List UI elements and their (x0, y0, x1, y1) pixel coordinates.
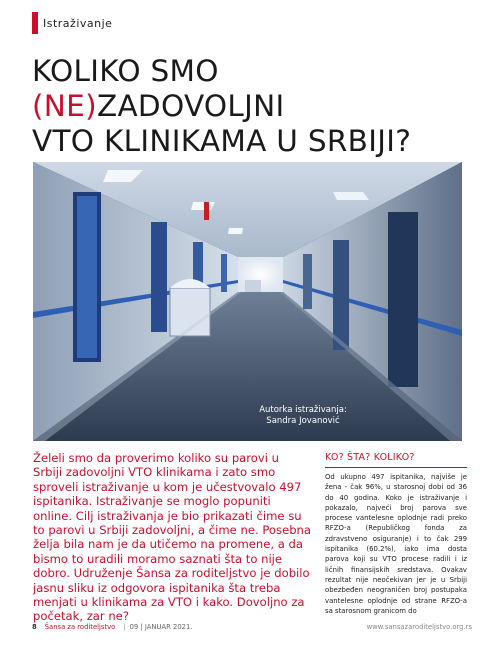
photo-credit-line-1: Autorka istraživanja: (259, 405, 347, 415)
sidebar-title: KO? ŠTA? KOLIKO? (325, 452, 467, 468)
headline-line-3: VTO KLINIKAMA U SRBIJI? (32, 124, 412, 158)
hospital-corridor-photo (33, 162, 462, 441)
intro-paragraph: Želeli smo da proverimo koliko su parovi u Srbiji zadovoljni VTO klinikama i zato smo sproveli istraživanje u kom je učestvovalo 497 ispitanika. Istraživanje se moglo popuniti online. Cilj istraživanja je bio prikazati čime su to parovi u Srbiji zadovoljni, a čime ne. Posebna želja bila nam je da utičemo na promene, a da bismo to uradili moramo saznati šta to nije dobro. Udruženje Šansa za roditeljstvo je dobilo jasnu sliku iz odgovora ispitanika šta treba menjati u klinikama za VTO i kako. Dovoljno za početak, zar ne? (33, 451, 312, 624)
page-number: 8 (32, 623, 37, 631)
photo-credit-line-2: Sandra Jovanović (266, 416, 340, 426)
headline-line-2-rest: ZADOVOLJNI (96, 89, 285, 123)
footer-separator: | (123, 623, 126, 631)
section-tag (32, 12, 112, 34)
headline-line-2 (32, 89, 472, 124)
issue-label: 09 | JANUAR 2021. (129, 623, 193, 631)
section-accent-bar (32, 12, 38, 34)
corridor-illustration (33, 162, 462, 441)
sidebar-box (325, 452, 467, 616)
sidebar-body: Od ukupno 497 ispitanika, najviše je žena - čak 96%, u starosnoj dobi od 36 do 40 godina. Koko je istraživanje i pokazalo, najveći broj parova sve procese vantelesne oplodnje radi preko RFZO-a (Republičkog fonda za zdravstveno osiguranje) i to čak 299 ispitanika (60.2%), iako ima dosta parova koji su VTO procese radili i iz ličnih finansijskih sredstava. Ovakav rezultat nije neočekivan jer je u Srbiji obezbeđen neograničen broj postupaka vantelesne oplodnje od strane RFZO-a sa starosnom granicom do (325, 473, 467, 615)
website-link[interactable]: www.sansazaroditeljstvo.org.rs (366, 623, 472, 631)
section-label: Istraživanje (43, 16, 113, 30)
magazine-name: Šansa za roditeljstvo (44, 623, 116, 631)
page-footer (32, 621, 472, 633)
headline-line-1: KOLIKO SMO (32, 54, 219, 88)
headline-accent: (NE) (32, 89, 97, 123)
article-headline (32, 54, 472, 159)
photo-credit (233, 405, 373, 427)
